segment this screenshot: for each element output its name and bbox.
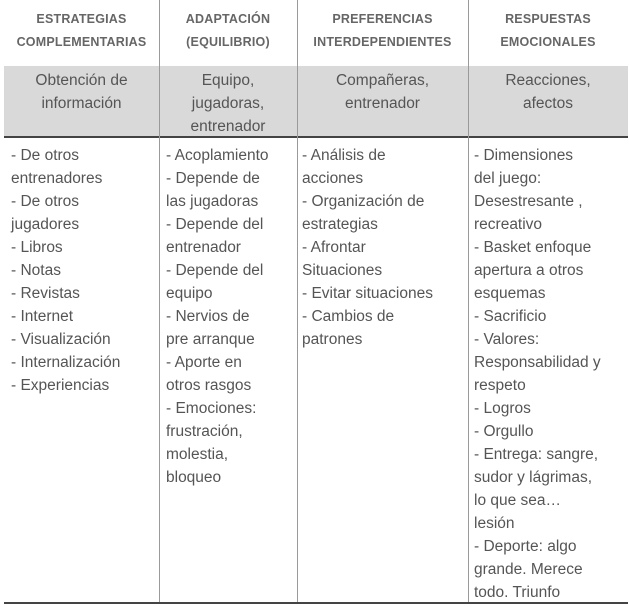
list-item-text: respeto: [474, 377, 526, 394]
item-list: [11, 144, 157, 397]
list-item-text: - Experiencias: [11, 377, 110, 394]
list-item-text: - Depende del: [166, 216, 264, 233]
list-item: [302, 190, 467, 236]
list-item-text: - Notas: [11, 262, 61, 279]
list-item-text: sudor y lágrimas,: [474, 469, 593, 486]
list-item-text: - Internet: [11, 308, 74, 325]
list-item-text: - Visualización: [11, 331, 111, 348]
header-cell-estrategias: [4, 8, 159, 54]
list-item: [11, 305, 157, 328]
list-item-text: - Análisis de: [302, 147, 386, 164]
list-item-text: - Cambios de: [302, 308, 395, 325]
header-text: ESTRATEGIAS: [36, 12, 127, 26]
list-item-text: - Internalización: [11, 354, 121, 371]
header-text: PREFERENCIAS: [332, 12, 433, 26]
list-item: [474, 144, 626, 236]
subheader-cell: [159, 69, 297, 138]
subheader-cell: [297, 69, 468, 115]
subheader-text: afectos: [523, 95, 573, 112]
list-item-text: - De otros: [11, 193, 80, 210]
header-cell-respuestas: [468, 8, 628, 54]
list-item-text: lesión: [474, 515, 515, 532]
list-item-text: - Sacrificio: [474, 308, 547, 325]
body-cell-adaptacion: [166, 144, 296, 489]
list-item: [474, 328, 626, 397]
list-item-text: Desestresante ,: [474, 193, 583, 210]
list-item-text: lo que sea…: [474, 492, 562, 509]
list-item-text: - De otros: [11, 147, 80, 164]
subheader-cell: [4, 69, 159, 115]
list-item-text: - Deporte: algo: [474, 538, 577, 555]
list-item-text: - Evitar situaciones: [302, 285, 433, 302]
list-item: [474, 535, 626, 604]
list-item-text: - Acoplamiento: [166, 147, 269, 164]
list-item-text: otros rasgos: [166, 377, 252, 394]
item-list: [166, 144, 296, 489]
header-text: EMOCIONALES: [500, 35, 596, 49]
header-cell-adaptacion: [159, 8, 297, 54]
list-item: [474, 420, 626, 443]
list-item: [302, 282, 467, 305]
list-item-text: - Emociones:: [166, 400, 257, 417]
header-text: ADAPTACIÓN: [185, 12, 271, 26]
list-item: [166, 167, 296, 213]
list-item-text: esquemas: [474, 285, 546, 302]
list-item-text: - Aporte en: [166, 354, 242, 371]
list-item-text: grande. Merece: [474, 561, 583, 578]
list-item-text: todo. Triunfo: [474, 584, 561, 601]
list-item-text: - Depende del: [166, 262, 264, 279]
list-item-text: entrenador: [166, 239, 241, 256]
list-item: [11, 190, 157, 236]
list-item-text: - Orgullo: [474, 423, 534, 440]
list-item: [166, 213, 296, 259]
list-item-text: patrones: [302, 331, 363, 348]
item-list: [302, 144, 467, 351]
body-cell-preferencias: [302, 144, 467, 351]
list-item: [474, 305, 626, 328]
subheader-text: entrenador: [345, 95, 420, 112]
header-cell-preferencias: [297, 8, 468, 54]
list-item-text: - Basket enfoque: [474, 239, 592, 256]
list-item-text: del juego:: [474, 170, 542, 187]
subheader-text: Compañeras,: [335, 72, 430, 89]
subheader-cell: [468, 69, 628, 115]
list-item-text: las jugadoras: [166, 193, 259, 210]
list-item-text: - Depende de: [166, 170, 260, 187]
list-item-text: - Afrontar: [302, 239, 366, 256]
list-item: [474, 236, 626, 305]
list-item: [11, 351, 157, 374]
list-item-text: pre arranque: [166, 331, 255, 348]
subheader-text: Reacciones,: [505, 72, 591, 89]
list-item-text: bloqueo: [166, 469, 222, 486]
list-item-text: - Revistas: [11, 285, 80, 302]
body-cell-estrategias: [11, 144, 157, 397]
subheader-text: Obtención de: [35, 72, 128, 89]
list-item: [474, 397, 626, 420]
list-item: [302, 305, 467, 351]
list-item: [166, 397, 296, 489]
list-item-text: - Nervios de: [166, 308, 250, 325]
list-item-text: jugadores: [11, 216, 80, 233]
strategies-table: [4, 0, 628, 604]
subheader-text: Equipo,: [201, 72, 255, 89]
list-item: [302, 236, 467, 282]
list-item: [11, 374, 157, 397]
list-item-text: - Organización de: [302, 193, 425, 210]
list-item: [166, 144, 296, 167]
list-item-text: - Logros: [474, 400, 531, 417]
list-item: [11, 259, 157, 282]
list-item-text: recreativo: [474, 216, 543, 233]
list-item: [11, 328, 157, 351]
header-rule: [4, 136, 628, 138]
list-item-text: Responsabilidad y: [474, 354, 601, 371]
list-item-text: - Libros: [11, 239, 63, 256]
list-item: [11, 144, 157, 190]
list-item: [166, 259, 296, 305]
list-item-text: molestia,: [166, 446, 229, 463]
subheader-text: jugadoras,: [191, 95, 265, 112]
list-item-text: estrategias: [302, 216, 378, 233]
list-item-text: - Entrega: sangre,: [474, 446, 599, 463]
header-text: COMPLEMENTARIAS: [16, 35, 147, 49]
item-list: [474, 144, 626, 604]
body-cell-respuestas: [474, 144, 626, 604]
list-item: [166, 351, 296, 397]
list-item: [11, 236, 157, 259]
list-item-text: - Valores:: [474, 331, 540, 348]
list-item-text: - Dimensiones: [474, 147, 574, 164]
header-text: INTERDEPENDIENTES: [313, 35, 452, 49]
list-item: [474, 443, 626, 535]
subheader-text: información: [41, 95, 122, 112]
list-item-text: entrenadores: [11, 170, 103, 187]
list-item: [302, 144, 467, 190]
list-item-text: Situaciones: [302, 262, 383, 279]
list-item: [166, 305, 296, 351]
list-item-text: apertura a otros: [474, 262, 584, 279]
list-item-text: equipo: [166, 285, 213, 302]
list-item-text: frustración,: [166, 423, 243, 440]
header-text: RESPUESTAS: [505, 12, 591, 26]
subheader-text: entrenador: [190, 118, 266, 135]
header-text: (EQUILIBRIO): [186, 35, 270, 49]
list-item: [11, 282, 157, 305]
list-item-text: acciones: [302, 170, 364, 187]
